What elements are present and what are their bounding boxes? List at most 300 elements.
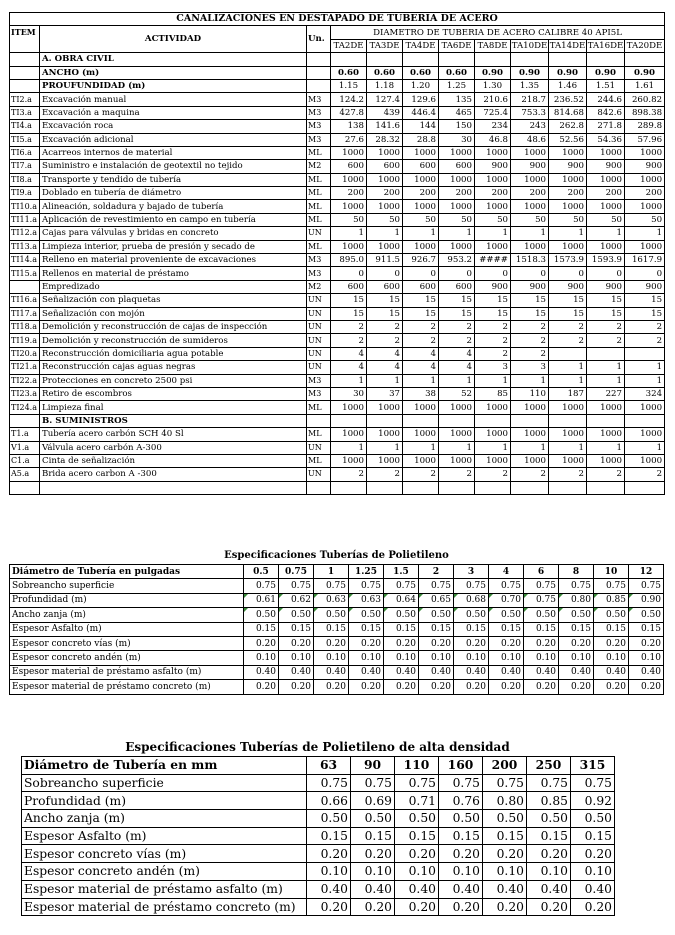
- value-cell: 1593.9: [587, 254, 625, 267]
- value-cell: 0.75: [395, 774, 439, 792]
- value-cell: 4: [439, 347, 475, 360]
- item-code-cell: TI10.a: [10, 200, 40, 213]
- value-cell: 0.80: [483, 792, 527, 810]
- unit-cell: ML: [307, 187, 331, 200]
- value-cell: 0.60: [439, 66, 475, 79]
- value-cell: 0: [625, 267, 665, 280]
- unit-cell: UN: [307, 227, 331, 240]
- value-cell: 0.15: [594, 622, 629, 636]
- value-cell: 50: [367, 213, 403, 226]
- value-cell: 1: [587, 227, 625, 240]
- value-cell: 0.50: [351, 810, 395, 828]
- value-cell: 0.90: [587, 66, 625, 79]
- value-cell: 1.18: [367, 79, 403, 92]
- diameter-header-cell: TA14DE: [549, 40, 586, 51]
- row-label-cell: Espesor Asfalto (m): [22, 827, 307, 845]
- value-cell: [475, 414, 511, 427]
- unit-cell: UN: [307, 468, 331, 481]
- row-label-cell: Espesor Asfalto (m): [10, 622, 244, 636]
- value-cell: 0.10: [524, 651, 559, 665]
- activity-cell: Tubería acero carbón SCH 40 Sl: [40, 428, 307, 441]
- value-cell: 1000: [511, 200, 549, 213]
- diameter-header-cell: TA20DE: [625, 39, 665, 52]
- diameter-header-cell: 0.5: [244, 565, 279, 579]
- value-cell: 0.15: [384, 622, 419, 636]
- value-cell: 0.15: [524, 622, 559, 636]
- value-cell: 2: [511, 334, 549, 347]
- value-cell: 0.50: [527, 810, 571, 828]
- value-cell: 0.50: [571, 810, 615, 828]
- value-cell: 4: [367, 361, 403, 374]
- diameter-header-cell: TA4DE: [403, 39, 439, 52]
- value-cell: 1000: [331, 428, 367, 441]
- value-cell: [403, 53, 439, 66]
- value-cell: 900: [549, 160, 587, 173]
- value-cell: 0.66: [307, 792, 351, 810]
- value-cell: 2: [439, 334, 475, 347]
- value-cell: 3: [511, 361, 549, 374]
- value-cell: 218.7: [511, 93, 549, 106]
- activity-cell: Cajas para válvulas y bridas en concreto: [40, 227, 307, 240]
- value-cell: 15: [439, 307, 475, 320]
- item-code-cell: [10, 79, 40, 92]
- table-row: [10, 651, 664, 665]
- value-cell: 1: [403, 374, 439, 387]
- value-cell: 0.68: [454, 593, 489, 607]
- table-row: [10, 636, 664, 650]
- activity-cell: Reconstrucción domiciliaria agua potable: [40, 347, 307, 360]
- value-cell: 0.40: [559, 665, 594, 679]
- value-cell: 0.15: [351, 827, 395, 845]
- value-cell: 1000: [439, 173, 475, 186]
- unit-cell: [307, 66, 331, 79]
- value-cell: 127.4: [367, 93, 403, 106]
- value-cell: 0.20: [571, 845, 615, 863]
- diameter-header-cell: 1.25: [349, 565, 384, 579]
- value-cell: [367, 481, 403, 494]
- value-cell: 1000: [475, 173, 511, 186]
- value-cell: 1000: [475, 200, 511, 213]
- value-cell: 0.10: [594, 651, 629, 665]
- value-cell: 1000: [587, 401, 625, 414]
- value-cell: 1518.3: [511, 254, 549, 267]
- diameter-header-cell: 6: [524, 565, 559, 579]
- value-cell: 1617.9: [625, 254, 665, 267]
- diameter-header-cell: TA3DE: [367, 39, 403, 52]
- value-cell: 725.4: [475, 106, 511, 119]
- row-label-cell: Espesor concreto andén (m): [10, 651, 244, 665]
- value-cell: 0.20: [349, 680, 384, 694]
- value-cell: 0.63: [314, 593, 349, 607]
- unit-cell: ML: [307, 240, 331, 253]
- diameter-header-cell: TA6DE: [439, 39, 475, 52]
- value-cell: 1: [403, 227, 439, 240]
- activity-cell: Protecciones en concreto 2500 psi: [40, 374, 307, 387]
- value-cell: 243: [511, 120, 549, 133]
- value-cell: 0.40: [483, 880, 527, 898]
- value-cell: 271.8: [587, 120, 625, 133]
- activity-cell: Excavación roca: [40, 120, 307, 133]
- unit-cell: M3: [307, 387, 331, 400]
- value-cell: 0.69: [351, 792, 395, 810]
- value-cell: 110: [511, 387, 549, 400]
- value-cell: 15: [511, 307, 549, 320]
- table-row: [10, 307, 665, 320]
- value-cell: 0.20: [244, 680, 279, 694]
- value-cell: 1573.9: [549, 254, 587, 267]
- value-cell: 200: [475, 187, 511, 200]
- unit-cell: [307, 481, 331, 494]
- value-cell: [331, 414, 367, 427]
- value-cell: 900: [511, 280, 549, 293]
- activity-cell: Alineación, soldadura y bajado de tubería: [40, 200, 307, 213]
- value-cell: 144: [403, 120, 439, 133]
- unit-cell: UN: [307, 320, 331, 333]
- item-code-cell: [10, 66, 40, 79]
- item-code-cell: TI15.a: [10, 267, 40, 280]
- value-cell: 1000: [439, 454, 475, 467]
- value-cell: [549, 347, 587, 360]
- value-cell: 0.10: [571, 863, 615, 881]
- table-row: [10, 665, 664, 679]
- value-cell: 15: [475, 307, 511, 320]
- table-row: [22, 863, 615, 881]
- value-cell: 244.6: [587, 93, 625, 106]
- value-cell: 814.68: [549, 106, 587, 119]
- unit-cell: M3: [307, 133, 331, 146]
- value-cell: 0.20: [349, 636, 384, 650]
- value-cell: [331, 53, 367, 66]
- value-cell: 3: [475, 361, 511, 374]
- unit-cell: UN: [307, 307, 331, 320]
- value-cell: [511, 481, 549, 494]
- item-code-cell: TI16.a: [10, 294, 40, 307]
- value-cell: 1000: [511, 240, 549, 253]
- value-cell: 236.52: [549, 93, 587, 106]
- value-cell: 57.96: [625, 133, 665, 146]
- value-cell: 1000: [439, 200, 475, 213]
- value-cell: 1000: [625, 401, 665, 414]
- value-cell: 0.62: [279, 593, 314, 607]
- table-row: [10, 593, 664, 607]
- value-cell: 1000: [587, 428, 625, 441]
- value-cell: [439, 53, 475, 66]
- value-cell: 753.3: [511, 106, 549, 119]
- value-cell: 0.70: [489, 593, 524, 607]
- value-cell: 2: [331, 334, 367, 347]
- table-row: [22, 792, 615, 810]
- value-cell: 0.20: [395, 898, 439, 916]
- value-cell: [475, 481, 511, 494]
- value-cell: 200: [625, 187, 665, 200]
- value-cell: 0.75: [244, 579, 279, 593]
- value-cell: 0.60: [331, 66, 367, 79]
- value-cell: 50: [439, 213, 475, 226]
- value-cell: 0.50: [439, 810, 483, 828]
- value-cell: 900: [587, 280, 625, 293]
- activity-cell: A. OBRA CIVIL: [40, 53, 307, 66]
- row-label-cell: Ancho zanja (m): [22, 810, 307, 828]
- value-cell: 54.36: [587, 133, 625, 146]
- value-cell: 2: [439, 468, 475, 481]
- value-cell: 1000: [367, 173, 403, 186]
- table-row: [10, 120, 665, 133]
- table-row: [10, 227, 665, 240]
- value-cell: 1000: [511, 401, 549, 414]
- value-cell: 1: [367, 227, 403, 240]
- value-cell: 926.7: [403, 254, 439, 267]
- diameter-header-cell: 200: [483, 757, 527, 775]
- value-cell: 1: [549, 374, 587, 387]
- value-cell: 0.40: [419, 665, 454, 679]
- value-cell: 900: [587, 160, 625, 173]
- item-code-cell: TI13.a: [10, 240, 40, 253]
- value-cell: [367, 53, 403, 66]
- value-cell: 2: [549, 320, 587, 333]
- value-cell: 0.20: [419, 680, 454, 694]
- value-cell: 1000: [549, 173, 587, 186]
- table-row: [10, 294, 665, 307]
- value-cell: 953.2: [439, 254, 475, 267]
- value-cell: 0.40: [594, 665, 629, 679]
- value-cell: 0.20: [524, 636, 559, 650]
- value-cell: 129.6: [403, 93, 439, 106]
- diameter-header-cell: 110: [395, 757, 439, 775]
- row-label-cell: Espesor concreto andén (m): [22, 863, 307, 881]
- value-cell: 0: [403, 267, 439, 280]
- value-cell: [625, 347, 665, 360]
- value-cell: 1000: [511, 146, 549, 159]
- value-cell: 0.40: [351, 880, 395, 898]
- value-cell: 124.2: [331, 93, 367, 106]
- value-cell: 0.15: [489, 622, 524, 636]
- value-cell: 1.25: [439, 79, 475, 92]
- value-cell: 0.10: [307, 863, 351, 881]
- table3-title: Especificaciones Tuberías de Polietileno de alta densidad: [125, 740, 510, 754]
- value-cell: 1000: [549, 454, 587, 467]
- value-cell: 0.20: [559, 680, 594, 694]
- value-cell: 1000: [403, 200, 439, 213]
- value-cell: 0.10: [419, 651, 454, 665]
- value-cell: 0.50: [489, 608, 524, 622]
- unit-cell: M2: [307, 280, 331, 293]
- value-cell: 0.20: [594, 636, 629, 650]
- table-row: [10, 187, 665, 200]
- value-cell: 1000: [403, 146, 439, 159]
- value-cell: 150: [439, 120, 475, 133]
- unit-cell: ML: [307, 454, 331, 467]
- value-cell: [549, 481, 587, 494]
- table-row: [10, 468, 665, 481]
- value-cell: 0.75: [349, 579, 384, 593]
- value-cell: 0.20: [395, 845, 439, 863]
- unit-cell: [307, 79, 331, 92]
- unit-cell: ML: [307, 173, 331, 186]
- value-cell: [587, 481, 625, 494]
- value-cell: 15: [367, 307, 403, 320]
- table-row: [10, 481, 665, 494]
- value-cell: 1: [331, 374, 367, 387]
- value-cell: 0.50: [244, 608, 279, 622]
- value-cell: 0.75: [314, 579, 349, 593]
- value-cell: 898.38: [625, 106, 665, 119]
- value-cell: 900: [625, 160, 665, 173]
- value-cell: 0.64: [384, 593, 419, 607]
- activity-cell: ANCHO (m): [40, 66, 307, 79]
- diameter-header-cell: 63: [307, 757, 351, 775]
- col-actividad-header: ACTIVIDAD: [40, 26, 307, 53]
- value-cell: 0.50: [629, 608, 664, 622]
- value-cell: 900: [549, 280, 587, 293]
- value-cell: 900: [625, 280, 665, 293]
- value-cell: 0.10: [454, 651, 489, 665]
- table-row: [22, 810, 615, 828]
- unit-cell: UN: [307, 441, 331, 454]
- value-cell: 15: [331, 307, 367, 320]
- unit-cell: M3: [307, 120, 331, 133]
- col-un-header: Un.: [307, 26, 331, 53]
- value-cell: 0.80: [559, 593, 594, 607]
- value-cell: 2: [511, 320, 549, 333]
- unit-cell: UN: [307, 347, 331, 360]
- item-code-cell: V1.a: [10, 441, 40, 454]
- value-cell: 15: [331, 294, 367, 307]
- value-cell: 0.76: [439, 792, 483, 810]
- table-row: [10, 146, 665, 159]
- item-code-cell: [10, 481, 40, 494]
- value-cell: 1: [587, 374, 625, 387]
- hdpe-mm-table: [21, 756, 615, 916]
- activity-cell: Aplicación de revestimiento en campo en tubería: [40, 213, 307, 226]
- value-cell: 1000: [331, 173, 367, 186]
- table-row: [10, 240, 665, 253]
- item-code-cell: A5.a: [10, 468, 40, 481]
- value-cell: 1000: [403, 173, 439, 186]
- item-code-cell: TI20.a: [10, 347, 40, 360]
- item-code-cell: C1.a: [10, 454, 40, 467]
- value-cell: 0.20: [571, 898, 615, 916]
- item-code-cell: TI18.a: [10, 320, 40, 333]
- value-cell: 0.20: [307, 898, 351, 916]
- value-cell: 1: [587, 361, 625, 374]
- item-code-cell: TI9.a: [10, 187, 40, 200]
- value-cell: 0.40: [454, 665, 489, 679]
- diameter-header-cell: 12: [629, 565, 664, 579]
- value-cell: [439, 481, 475, 494]
- value-cell: 0.15: [454, 622, 489, 636]
- value-cell: [367, 414, 403, 427]
- value-cell: 2: [625, 334, 665, 347]
- activity-cell: Doblado en tubería de diámetro: [40, 187, 307, 200]
- value-cell: 2: [367, 468, 403, 481]
- steel-pipe-table: [9, 12, 665, 495]
- value-cell: 227: [587, 387, 625, 400]
- value-cell: 0.75: [351, 774, 395, 792]
- value-cell: 0.15: [571, 827, 615, 845]
- value-cell: 1000: [331, 200, 367, 213]
- value-cell: 1: [475, 227, 511, 240]
- value-cell: 0.15: [629, 622, 664, 636]
- value-cell: 15: [587, 294, 625, 307]
- value-cell: 1000: [475, 401, 511, 414]
- value-cell: 1000: [549, 428, 587, 441]
- value-cell: 0.40: [279, 665, 314, 679]
- value-cell: 1: [625, 227, 665, 240]
- table-row: [10, 200, 665, 213]
- value-cell: 1000: [439, 401, 475, 414]
- value-cell: 15: [549, 294, 587, 307]
- value-cell: 1: [625, 441, 665, 454]
- value-cell: 15: [587, 307, 625, 320]
- value-cell: 1000: [625, 173, 665, 186]
- table-row: [10, 66, 665, 79]
- value-cell: 2: [511, 468, 549, 481]
- value-cell: 895.0: [331, 254, 367, 267]
- value-cell: 2: [587, 468, 625, 481]
- item-code-cell: TI22.a: [10, 374, 40, 387]
- value-cell: 0.10: [279, 651, 314, 665]
- value-cell: 1: [511, 441, 549, 454]
- value-cell: 15: [549, 307, 587, 320]
- value-cell: 0: [475, 267, 511, 280]
- value-cell: 2: [403, 468, 439, 481]
- value-cell: 37: [367, 387, 403, 400]
- value-cell: 0.40: [629, 665, 664, 679]
- value-cell: 15: [475, 294, 511, 307]
- value-cell: 2: [367, 334, 403, 347]
- activity-cell: Relleno en material proveniente de excavaciones: [40, 254, 307, 267]
- value-cell: 1000: [587, 200, 625, 213]
- value-cell: 4: [439, 361, 475, 374]
- activity-cell: Brida acero carbon A -300: [40, 468, 307, 481]
- value-cell: 2: [475, 320, 511, 333]
- value-cell: 38: [403, 387, 439, 400]
- table-row: [10, 428, 665, 441]
- value-cell: 1.51: [587, 79, 625, 92]
- activity-cell: Transporte y tendido de tubería: [40, 173, 307, 186]
- value-cell: 0.20: [439, 845, 483, 863]
- value-cell: 1.30: [475, 79, 511, 92]
- value-cell: 0.75: [419, 579, 454, 593]
- table-row: [10, 441, 665, 454]
- value-cell: 0.10: [527, 863, 571, 881]
- value-cell: 141.6: [367, 120, 403, 133]
- diameter-header-cell: 315: [571, 757, 615, 775]
- value-cell: 4: [403, 347, 439, 360]
- value-cell: 30: [331, 387, 367, 400]
- table-row: [10, 280, 665, 293]
- value-cell: 1000: [625, 146, 665, 159]
- value-cell: 1000: [549, 401, 587, 414]
- item-code-cell: TI4.a: [10, 120, 40, 133]
- value-cell: 1000: [439, 146, 475, 159]
- value-cell: 0.90: [629, 593, 664, 607]
- value-cell: 1: [475, 441, 511, 454]
- item-code-cell: TI7.a: [10, 160, 40, 173]
- value-cell: 1: [549, 361, 587, 374]
- value-cell: 600: [439, 280, 475, 293]
- value-cell: 2: [625, 320, 665, 333]
- value-cell: 0.10: [489, 651, 524, 665]
- diameter-header-cell: 3: [454, 565, 489, 579]
- value-cell: 0.50: [419, 608, 454, 622]
- value-cell: 600: [331, 280, 367, 293]
- table-row: [10, 347, 665, 360]
- value-cell: 0.90: [511, 66, 549, 79]
- activity-cell: Cinta de señalización: [40, 454, 307, 467]
- activity-cell: Acarreos internos de material: [40, 146, 307, 159]
- table-row: [10, 680, 664, 694]
